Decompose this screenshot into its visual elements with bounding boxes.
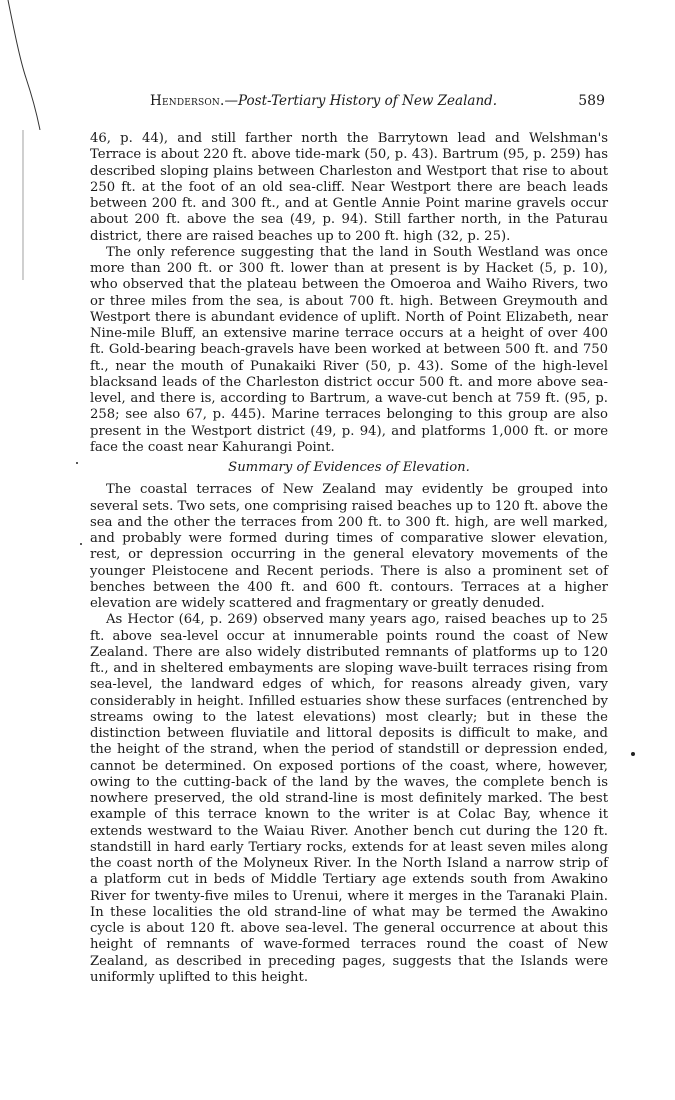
running-header bbox=[150, 92, 605, 110]
header-title: —Post-Tertiary History of New Zealand. bbox=[224, 93, 498, 109]
scan-margin-line bbox=[6, 0, 46, 130]
scan-speck bbox=[631, 752, 635, 756]
scan-speck bbox=[80, 543, 82, 545]
section-heading: Summary of Evidences of Elevation. bbox=[228, 460, 470, 475]
body-text bbox=[90, 131, 608, 986]
paragraph: As Hector (64, p. 269) observed many years ago, raised beaches up to 25 ft. above sea-level occur at innumerable points round the coast of New Zealand. There are also widely distributed remnants of platforms up to 120 ft., and in sheltered embayments are sloping wave-built terraces rising from sea-level, the landward edges of which, for reasons already given, vary considerably in height. Infilled estuaries show these surfaces (entrenched by streams owing to the latest elevations) most clearly; but in these the distinction between fluviatile and littoral deposits is difficult to make, and the height of the strand, when the period of standstill or depression ended, cannot be determined. On exposed portions of the coast, where, however, owing to the cutting-back of the land by the waves, the complete bench is nowhere preserved, the old strand-line is most definitely marked. The best example of this terrace known to the writer is at Colac Bay, whence it extends westward to the Waiau River. Another bench cut during the 120 ft. standstill in hard early Tertiary rocks, extends for at least seven miles along the coast north of the Molyneux River. In the North Island a narrow strip of a platform cut in beds of Middle Tertiary age extends south from Awakino River for twenty-five miles to Urenui, where it merges in the Taranaki Plain. In these localities the old strand-line of what may be termed the Awakino cycle is about 120 ft. above sea-level. The general occurrence at about this height of remnants of wave-formed terraces round the coast of New Zealand, as described in preceding pages, suggests that the Islands were uniformly uplifted to this height. bbox=[90, 612, 608, 985]
header-author: Henderson. bbox=[150, 93, 225, 109]
paragraph: The only reference suggesting that the land in South Westland was once more than 200 ft. or 300 ft. lower than at present is by Hacket (5, p. 10), who observed that the plateau between the Omoeroa and Waiho Rivers, two or three miles from the sea, is about 700 ft. high. Between Greymouth and Westport there is abundant evidence of uplift. North of Point Elizabeth, near Nine-mile Bluff, an extensive marine terrace occurs at a height of over 400 ft. Gold-bearing beach-gravels have been worked at between 500 ft. and 750 ft., near the mouth of Punakaiki River (50, p. 43). Some of the high-level blacksand leads of the Charleston district occur 500 ft. and more above sea-level, and there is, according to Bartrum, a wave-cut bench at 759 ft. (95, p. 258; see also 67, p. 445). Marine terraces belonging to this group are also present in the Westport district (49, p. 94), and platforms 1,000 ft. or more face the coast near Kahurangi Point. bbox=[90, 244, 608, 455]
page-number: 589 bbox=[578, 93, 605, 109]
paragraph: 46, p. 44), and still farther north the Barrytown lead and Welshman's Terrace is about 220 ft. above tide-mark (50, p. 43). Bartrum (95, p. 259) has described sloping plains between Charleston and Westport that rise to about 250 ft. at the foot of an old sea-cliff. Near Westport there are beach leads between 200 ft. and 300 ft., and at Gentle Annie Point marine gravels occur about 200 ft. above the sea (49, p. 94). Still farther north, in the Paturau district, there are raised beaches up to 200 ft. high (32, p. 25). bbox=[90, 131, 608, 244]
paragraph: The coastal terraces of New Zealand may evidently be grouped into several sets. Two sets, one comprising raised beaches up to 120 ft. above the sea and the other the terraces from 200 ft. to 300 ft. high, are well marked, and probably were formed during times of comparative slower elevation, rest, or depression occurring in the general elevatory movements of the younger Pleistocene and Recent periods. There is also a prominent set of benches between the 400 ft. and 600 ft. contours. Terraces at a higher elevation are widely scattered and fragmentary or greatly denuded. bbox=[90, 482, 608, 611]
scan-speck bbox=[76, 462, 78, 464]
scan-margin-mark bbox=[20, 130, 26, 280]
